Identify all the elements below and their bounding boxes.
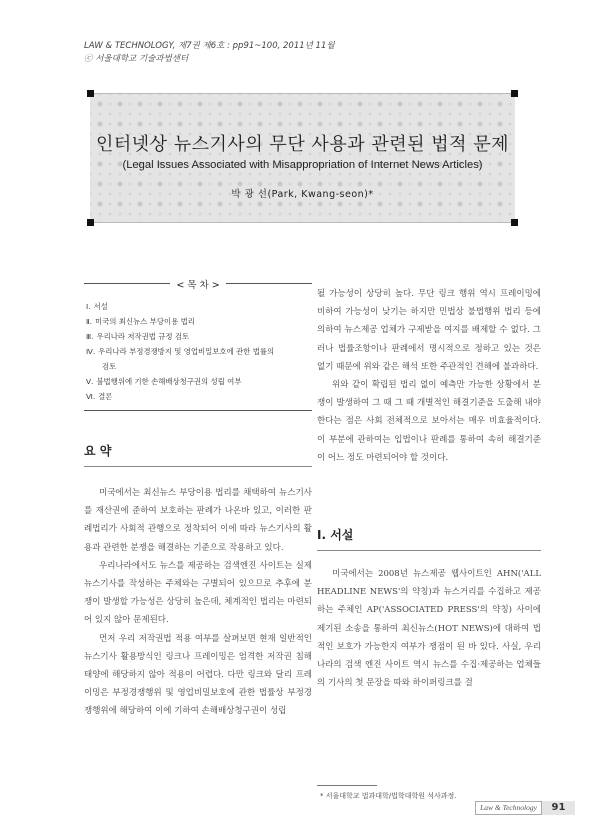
toc-item: Ⅳ. 우리나라 부정경쟁방지 및 영업비밀보호에 관한 법률의 [86,347,275,356]
page-footer [475,801,575,815]
abstract-paragraph: 우리나라에서도 뉴스를 제공하는 검색엔진 사이트는 실제 뉴스기사를 작성하는 주체와는 구별되어 있으므로 추후에 분쟁이 발생할 가능성은 상당히 높은데, 체계적인 법리는 마련되어 있지 않아 문제된다. [84,560,312,626]
table-of-contents [84,280,312,411]
body-paragraph: 위와 같이 확립된 법리 없이 예측만 가능한 상황에서 분쟁이 발생하여 그 때 그 때 개별적인 해결기준을 도출해 내야 한다는 점은 사회 전체적으로 보아서는 매우 비효율적이다. 이 부분에 관하여는 입법이나 판례를 통하여 속히 해결기준이 어느 정도 마련되어야 할 것이다. [317,380,541,463]
toc-item: Ⅲ. 우리나라 저작권법 규정 검토 [86,332,190,341]
abstract-divider [84,466,312,467]
corner-square-icon [87,90,94,97]
journal-header [84,40,335,66]
toc-list [84,299,312,404]
footnote: * 서울대학교 법과대학/법학대학원 석사과정. [320,792,457,800]
corner-square-icon [511,219,518,226]
section-heading: Ⅰ. 서설 [317,528,354,542]
paper-title-english: (Legal Issues Associated with Misappropriation of Internet News Articles) [122,159,483,171]
paper-author: 박 광 선(Park, Kwang-seon)* [231,189,374,200]
journal-citation: LAW & TECHNOLOGY, 제7권 제6호 : pp91~100, 2011년 11월 [84,41,335,51]
body-paragraph: 될 가능성이 상당히 높다. 무단 링크 행위 역시 프레이밍에 비하여 가능성이 낮기는 하지만 민법상 불법행위 법리 등에 의하여 뉴스제공 업체가 구제받을 여지를 배제할 수 없다. 그러나 법률조항이나 판례에서 명시적으로 정하고 있는 것은 없기 때문에 위와 같은 해석 또한 주관적인 견해에 불과하다. [317,289,541,372]
abstract-paragraph: 먼저 우리 저작권법 적용 여부를 살펴보면 현재 일반적인 뉴스기사 활용방식인 링크나 프레이밍은 엄격한 저작권 침해 태양에 해당하지 않아 적용이 어렵다. 다만 링크와 달리 프레이밍은 부정경쟁행위 및 영업비밀보호에 관한 법률상 부정경쟁행위에 해당하여 이에 기하여 손해배상청구권이 성립 [84,633,312,717]
journal-copyright: ⓒ 서울대학교 기술과법센터 [84,54,189,64]
corner-square-icon [87,219,94,226]
toc-heading: < 목 차 > [170,280,225,291]
toc-item: Ⅵ. 결론 [86,392,113,401]
section-body [317,565,541,692]
body-paragraph: 미국에서는 2008년 뉴스제공 웹사이트인 AHN('ALL HEADLINE NEWS'의 약칭)과 뉴스거리를 수집하고 제공하는 주체인 AP('ASSOCIATED PRESS'의 약칭) 사이에 제기된 소송을 통하여 최신뉴스(HOT NEWS)에 대하여 법적인 보호가 가능한지 여부가 쟁점이 된 바 있다. 사실, 우리나라의 검색 엔진 사이트 역시 뉴스를 수집·제공하는 업체들의 기사의 첫 문장을 따와 하이퍼링크를 걸 [317,569,541,689]
toc-item: Ⅰ. 서설 [86,302,108,311]
toc-item: 검토 [102,362,117,371]
toc-item: Ⅴ. 불법행위에 기한 손해배상청구권의 성립 여부 [86,377,242,386]
page-number: 91 [542,801,575,815]
toc-item: Ⅱ. 미국의 최신뉴스 부당이용 법리 [86,317,195,326]
abstract-paragraph: 미국에서는 최신뉴스 부당이용 법리를 채택하여 뉴스기사를 재산권에 준하여 보호하는 판례가 나온바 있고, 이러한 판례법리가 사회적 관행으로 정착되어 이에 따라 뉴스기사의 활용과 관련한 분쟁을 해결하는 기준으로 작용하고 있다. [84,488,312,553]
footnote-divider [317,785,377,786]
title-box [90,93,515,223]
footer-journal-label: Law & Technology [475,801,542,815]
section-divider [317,550,541,551]
corner-square-icon [511,90,518,97]
abstract-body [84,484,312,721]
right-column-body [317,285,541,467]
paper-title: 인터넷상 뉴스기사의 무단 사용과 관련된 법적 문제 [96,134,509,155]
abstract-heading: 요 약 [84,444,112,458]
